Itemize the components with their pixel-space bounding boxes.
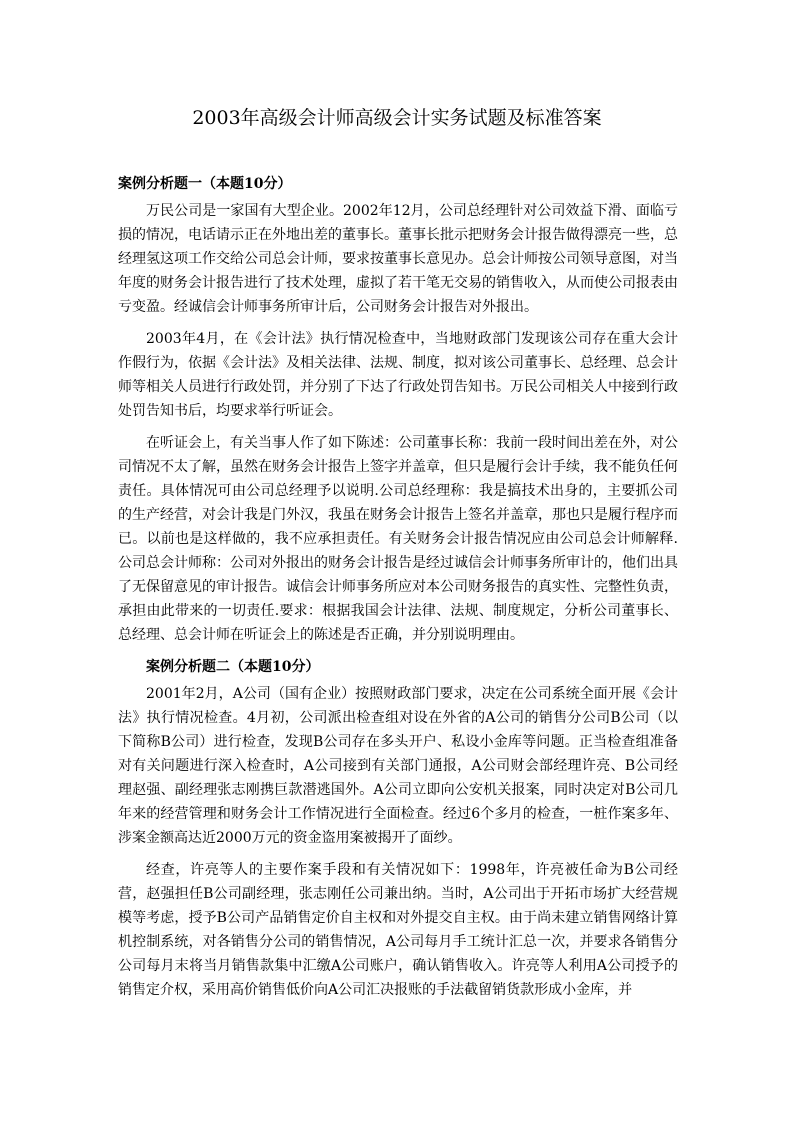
document-body [118, 172, 678, 1010]
case-section-2 [118, 655, 678, 1002]
case-1-paragraph: 2003年4月，在《会计法》执行情况检查中，当地财政部门发现该公司存在重大会计作假行为，依据《会计法》及相关法律、法规、制度，拟对该公司董事长、总经理、总会计师等相关人员进行行政处罚，并分别了下达了行政处罚告知书。万民公司相关人中接到行政处罚告知书后，均要求举行听证会。 [118, 331, 678, 419]
case-1-heading: 案例分析题一（本题10分） [118, 176, 292, 192]
case-2-paragraph: 2001年2月，A公司（国有企业）按照财政部门要求，决定在公司系统全面开展《会计法》执行情况检查。4月初，公司派出检查组对设在外省的A公司的销售分公司B公司（以下简称B公司）进行检查，发现B公司存在多头开户、私设小金库等问题。正当检查组准备对有关问题进行深入检查时，A公司接到有关部门通报，A公司财会部经理许亮、B公司经理赵强、副经理张志刚携巨款潜逃国外。A公司立即向公安机关报案，同时决定对B公司几年来的经营管理和财务会计工作情况进行全面检查。经过6个多月的检查，一桩作案多年、涉案金额高达近2000万元的资金盗用案被揭开了面纱。 [118, 686, 678, 846]
document-title: 2003年高级会计师高级会计实务试题及标准答案 [192, 107, 602, 129]
case-section-1 [118, 172, 678, 647]
case-2-paragraph: 经查，许亮等人的主要作案手段和有关情况如下：1998年，许亮被任命为B公司经营，赵强担任B公司副经理，张志刚任公司兼出纳。当时，A公司出于开拓市场扩大经营规模等考虑，授予B公司产品销售定价自主权和对外提交自主权。由于尚未建立销售网络计算机控制系统，对各销售分公司的销售情况，A公司每月手工统计汇总一次，并要求各销售分公司每月末将当月销售款集中汇缴A公司账户，确认销售收入。许亮等人利用A公司授予的销售定介权，采用高价销售低价向A公司汇决报账的手法截留销货款形成小金库，并 [118, 862, 678, 998]
case-1-paragraph: 万民公司是一家国有大型企业。2002年12月，公司总经理针对公司效益下滑、面临亏损的情况，电话请示正在外地出差的董事长。董事长批示把财务会计报告做得漂亮一些，总经理氢这项工作交给公司总会计师，要求按董事长意见办。总会计师按公司领导意图，对当年度的财务会计报告进行了技术处理，虚拟了若干笔无交易的销售收入，从而使公司报表由亏变盈。经诚信会计师事务所审计后，公司财务会计报告对外报出。 [118, 203, 678, 315]
case-2-heading: 案例分析题二（本题10分） [146, 659, 320, 675]
case-1-paragraph: 在听证会上，有关当事人作了如下陈述：公司董事长称：我前一段时间出差在外，对公司情况不太了解，虽然在财务会计报告上签字并盖章，但只是履行会计手续，我不能负任何责任。具体情况可由公司总经理予以说明.公司总经理称：我是搞技术出身的，主要抓公司的生产经营，对会计我是门外汉，我虽在财务会计报告上签名并盖章，那也只是履行程序而已。以前也是这样做的，我不应承担责任。有关财务会计报告情况应由公司总会计师解释.公司总会计师称：公司对外报出的财务会计报告是经过诚信会计师事务所审计的，他们出具了无保留意见的审计报告。诚信会计师事务所应对本公司财务报告的真实性、完整性负责，承担由此带来的一切责任.要求：根据我国会计法律、法规、制度规定，分析公司董事长、总经理、总会计师在听证会上的陈述是否正确，并分别说明理由。 [118, 435, 678, 643]
